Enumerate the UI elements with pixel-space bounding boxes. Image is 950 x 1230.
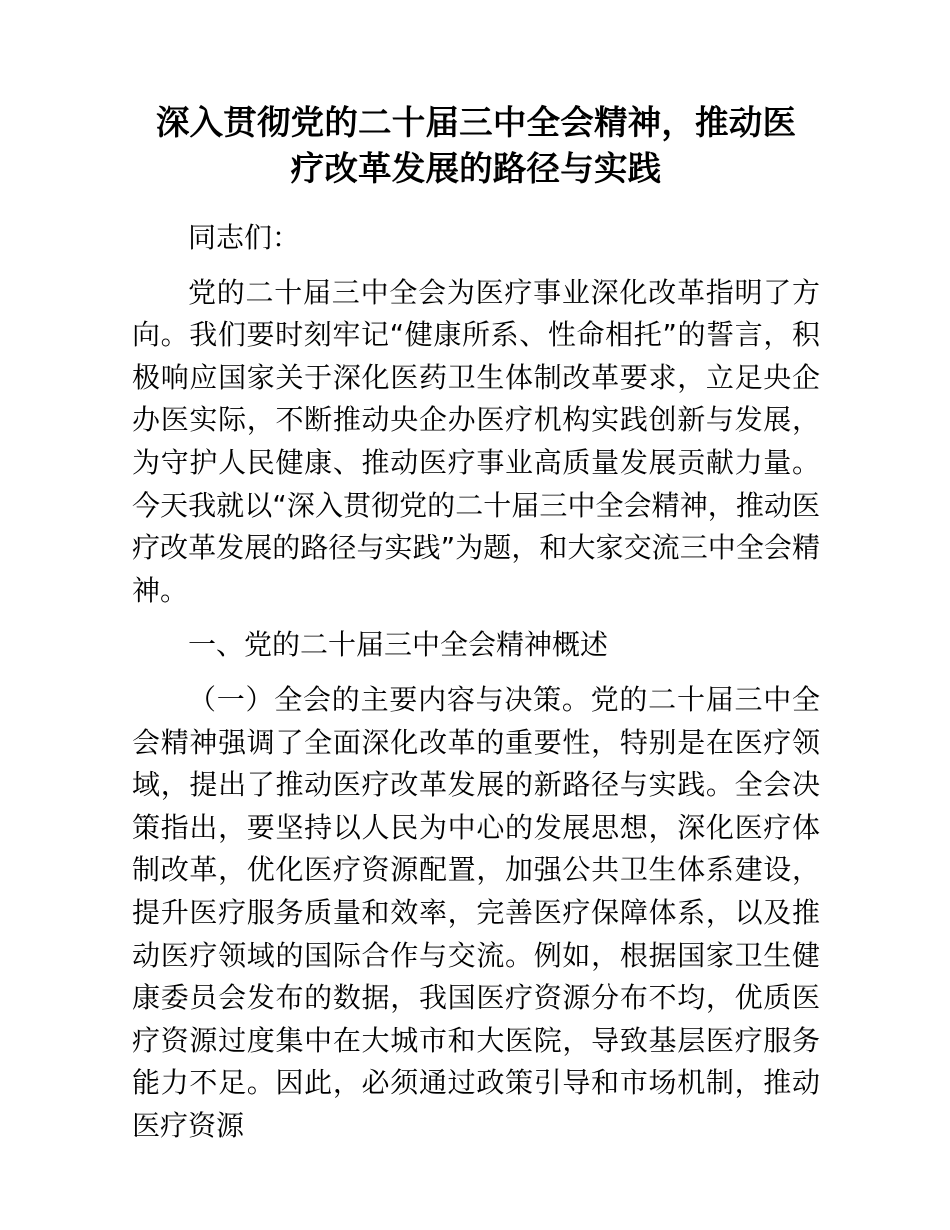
salutation-spacer	[132, 260, 820, 272]
title-body-spacer	[132, 210, 820, 217]
salutation: 同志们：	[188, 221, 301, 254]
document-body	[132, 100, 820, 1147]
heading-spacer-1	[132, 667, 820, 679]
section-heading-1: 一、党的二十届三中全会精神概述	[188, 628, 609, 662]
subsection-paragraph-1-1: （一）全会的主要内容与决策。党的二十届三中全会精神强调了全面深化改革的重要性，特别是在医疗领域，提出了推动医疗改革发展的新路径与实践。全会决策指出，要坚持以人民为中心的发展思想，深化医疗体制改革，优化医疗资源配置，加强公共卫生体系建设，提升医疗服务质量和效率，完善医疗保障体系，以及推动医疗领域的国际合作与交流。例如，根据国家卫生健康委员会发布的数据，我国医疗资源分布不均，优质医疗资源过度集中在大城市和大医院，导致基层医疗服务能力不足。因此，必须通过政策引导和市场机制，推动医疗资源	[132, 682, 820, 1142]
opening-paragraph: 党的二十届三中全会为医疗事业深化改革指明了方向。我们要时刻牢记“健康所系、性命相托”的誓言，积极响应国家关于深化医药卫生体制改革要求，立足央企办医实际，不断推动央企办医疗机构实践创新与发展，为守护人民健康、推动医疗事业高质量发展贡献力量。今天我就以“深入贯彻党的二十届三中全会精神，推动医疗改革发展的路径与实践”为题，和大家交流三中全会精神。	[132, 275, 820, 607]
page-title: 深入贯彻党的二十届三中全会精神，推动医疗改革发展的路径与实践	[155, 103, 797, 188]
paragraph-spacer-1	[132, 612, 820, 624]
